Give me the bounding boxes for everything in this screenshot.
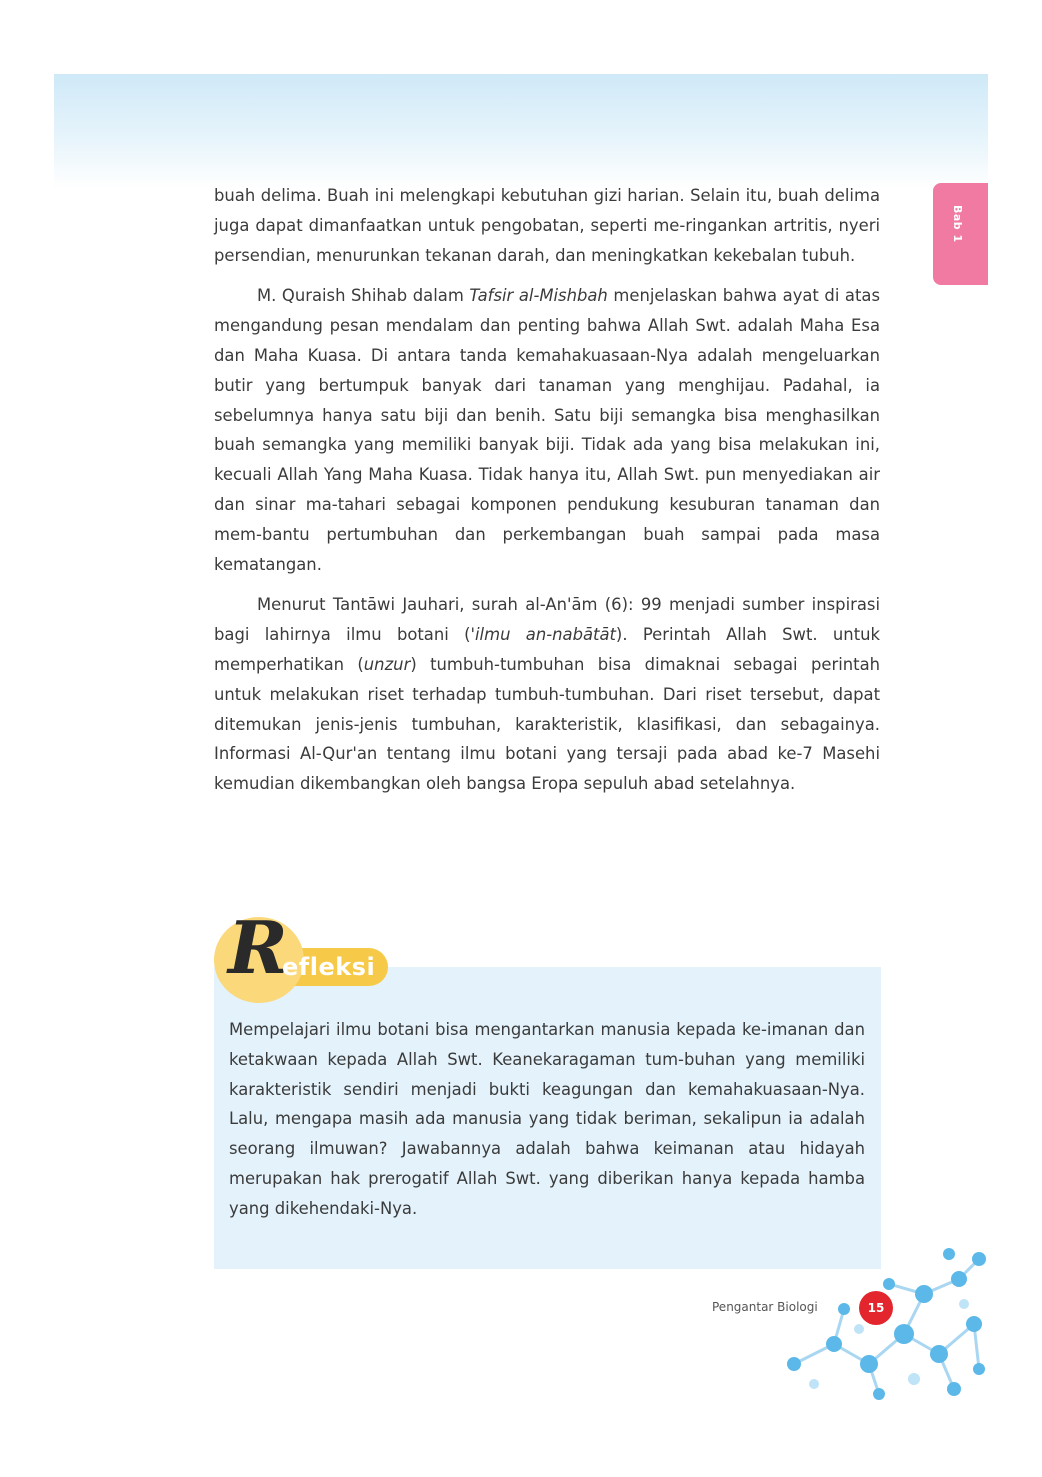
chapter-tab (933, 183, 988, 285)
main-text (214, 181, 880, 810)
page (54, 74, 988, 1404)
paragraph-3 (214, 590, 880, 799)
page-number: 15 (859, 1291, 893, 1325)
refleksi-title-initial: R (228, 905, 288, 990)
text-run: menjelaskan bahwa ayat di atas mengandung pesan mendalam dan penting bahwa Allah Swt. adalah Maha Esa dan Maha Kuasa. Di antara tanda kemahakuasaan-Nya adalah mengeluarkan butir yang bertumpuk banyak dari tanaman yang menghijau. Padahal, ia sebelumnya hanya satu biji dan benih. Satu biji semangka bisa menghasilkan buah semangka yang memiliki banyak biji. Tidak ada yang bisa melakukan ini, kecuali Allah Yang Maha Kuasa. Tidak hanya itu, Allah Swt. pun menyediakan air dan sinar ma-tahari sebagai komponen pendukung kesuburan tanaman dan mem-bantu pertumbuhan dan perkembangan buah sampai pada masa kematangan. (214, 286, 880, 574)
refleksi-text: Mempelajari ilmu botani bisa mengantarkan manusia kepada ke-imanan dan ketakwaan kepada Allah Swt. Keanekaragaman tum-buhan yang memiliki karakteristik sendiri menjadi bukti keagungan dan kemahakuasaan-Nya. Lalu, mengapa masih ada manusia yang tidak beriman, sekalipun ia adalah seorang ilmuwan? Jawabannya adalah bahwa keimanan atau hidayah merupakan hak prerogatif Allah Swt. yang diberikan hanya kepada hamba yang dikehendaki-Nya. (229, 1020, 865, 1218)
header-band (54, 74, 988, 189)
text-run: ) tumbuh-tumbuhan bisa dimaknai sebagai perintah untuk melakukan riset terhadap tumbuh-tumbuhan. Dari riset tersebut, dapat ditemukan jenis-jenis tumbuhan, karakteristik, klasifikasi, dan sebagainya. Informasi Al-Qur'an tentang ilmu botani yang tersaji pada abad ke-7 Masehi kemudian dikembangkan oleh bangsa Eropa sepuluh abad setelahnya. (214, 654, 881, 794)
molecule-decoration-icon (774, 1244, 988, 1404)
refleksi-title: efleksi (282, 953, 376, 981)
text-run: Menurut Tantāwi Jauhari, surah al-An'ām (6): 99 menjadi sumber inspirasi bagi lahirnya ilmu botani ( (214, 595, 880, 645)
italic-term: unzur (363, 654, 411, 674)
chapter-tab-label: Bab 1 (951, 205, 964, 243)
paragraph-1: buah delima. Buah ini melengkapi kebutuhan gizi harian. Selain itu, buah delima juga dapat dimanfaatkan untuk pengobatan, seperti me-ringankan artritis, nyeri persendian, menurunkan tekanan darah, dan meningkatkan kekebalan tubuh. (214, 186, 880, 265)
footer-book-title: Pengantar Biologi (712, 1300, 818, 1314)
text-run: M. Quraish Shihab dalam (257, 286, 470, 306)
italic-title: Tafsir al-Mishbah (469, 286, 608, 306)
refleksi-box (214, 967, 881, 1269)
paragraph-2 (214, 281, 880, 579)
text-run: ). Perintah Allah Swt. untuk memperhatikan ( (214, 625, 880, 674)
italic-term: 'ilmu an-nabātāt (470, 625, 616, 645)
